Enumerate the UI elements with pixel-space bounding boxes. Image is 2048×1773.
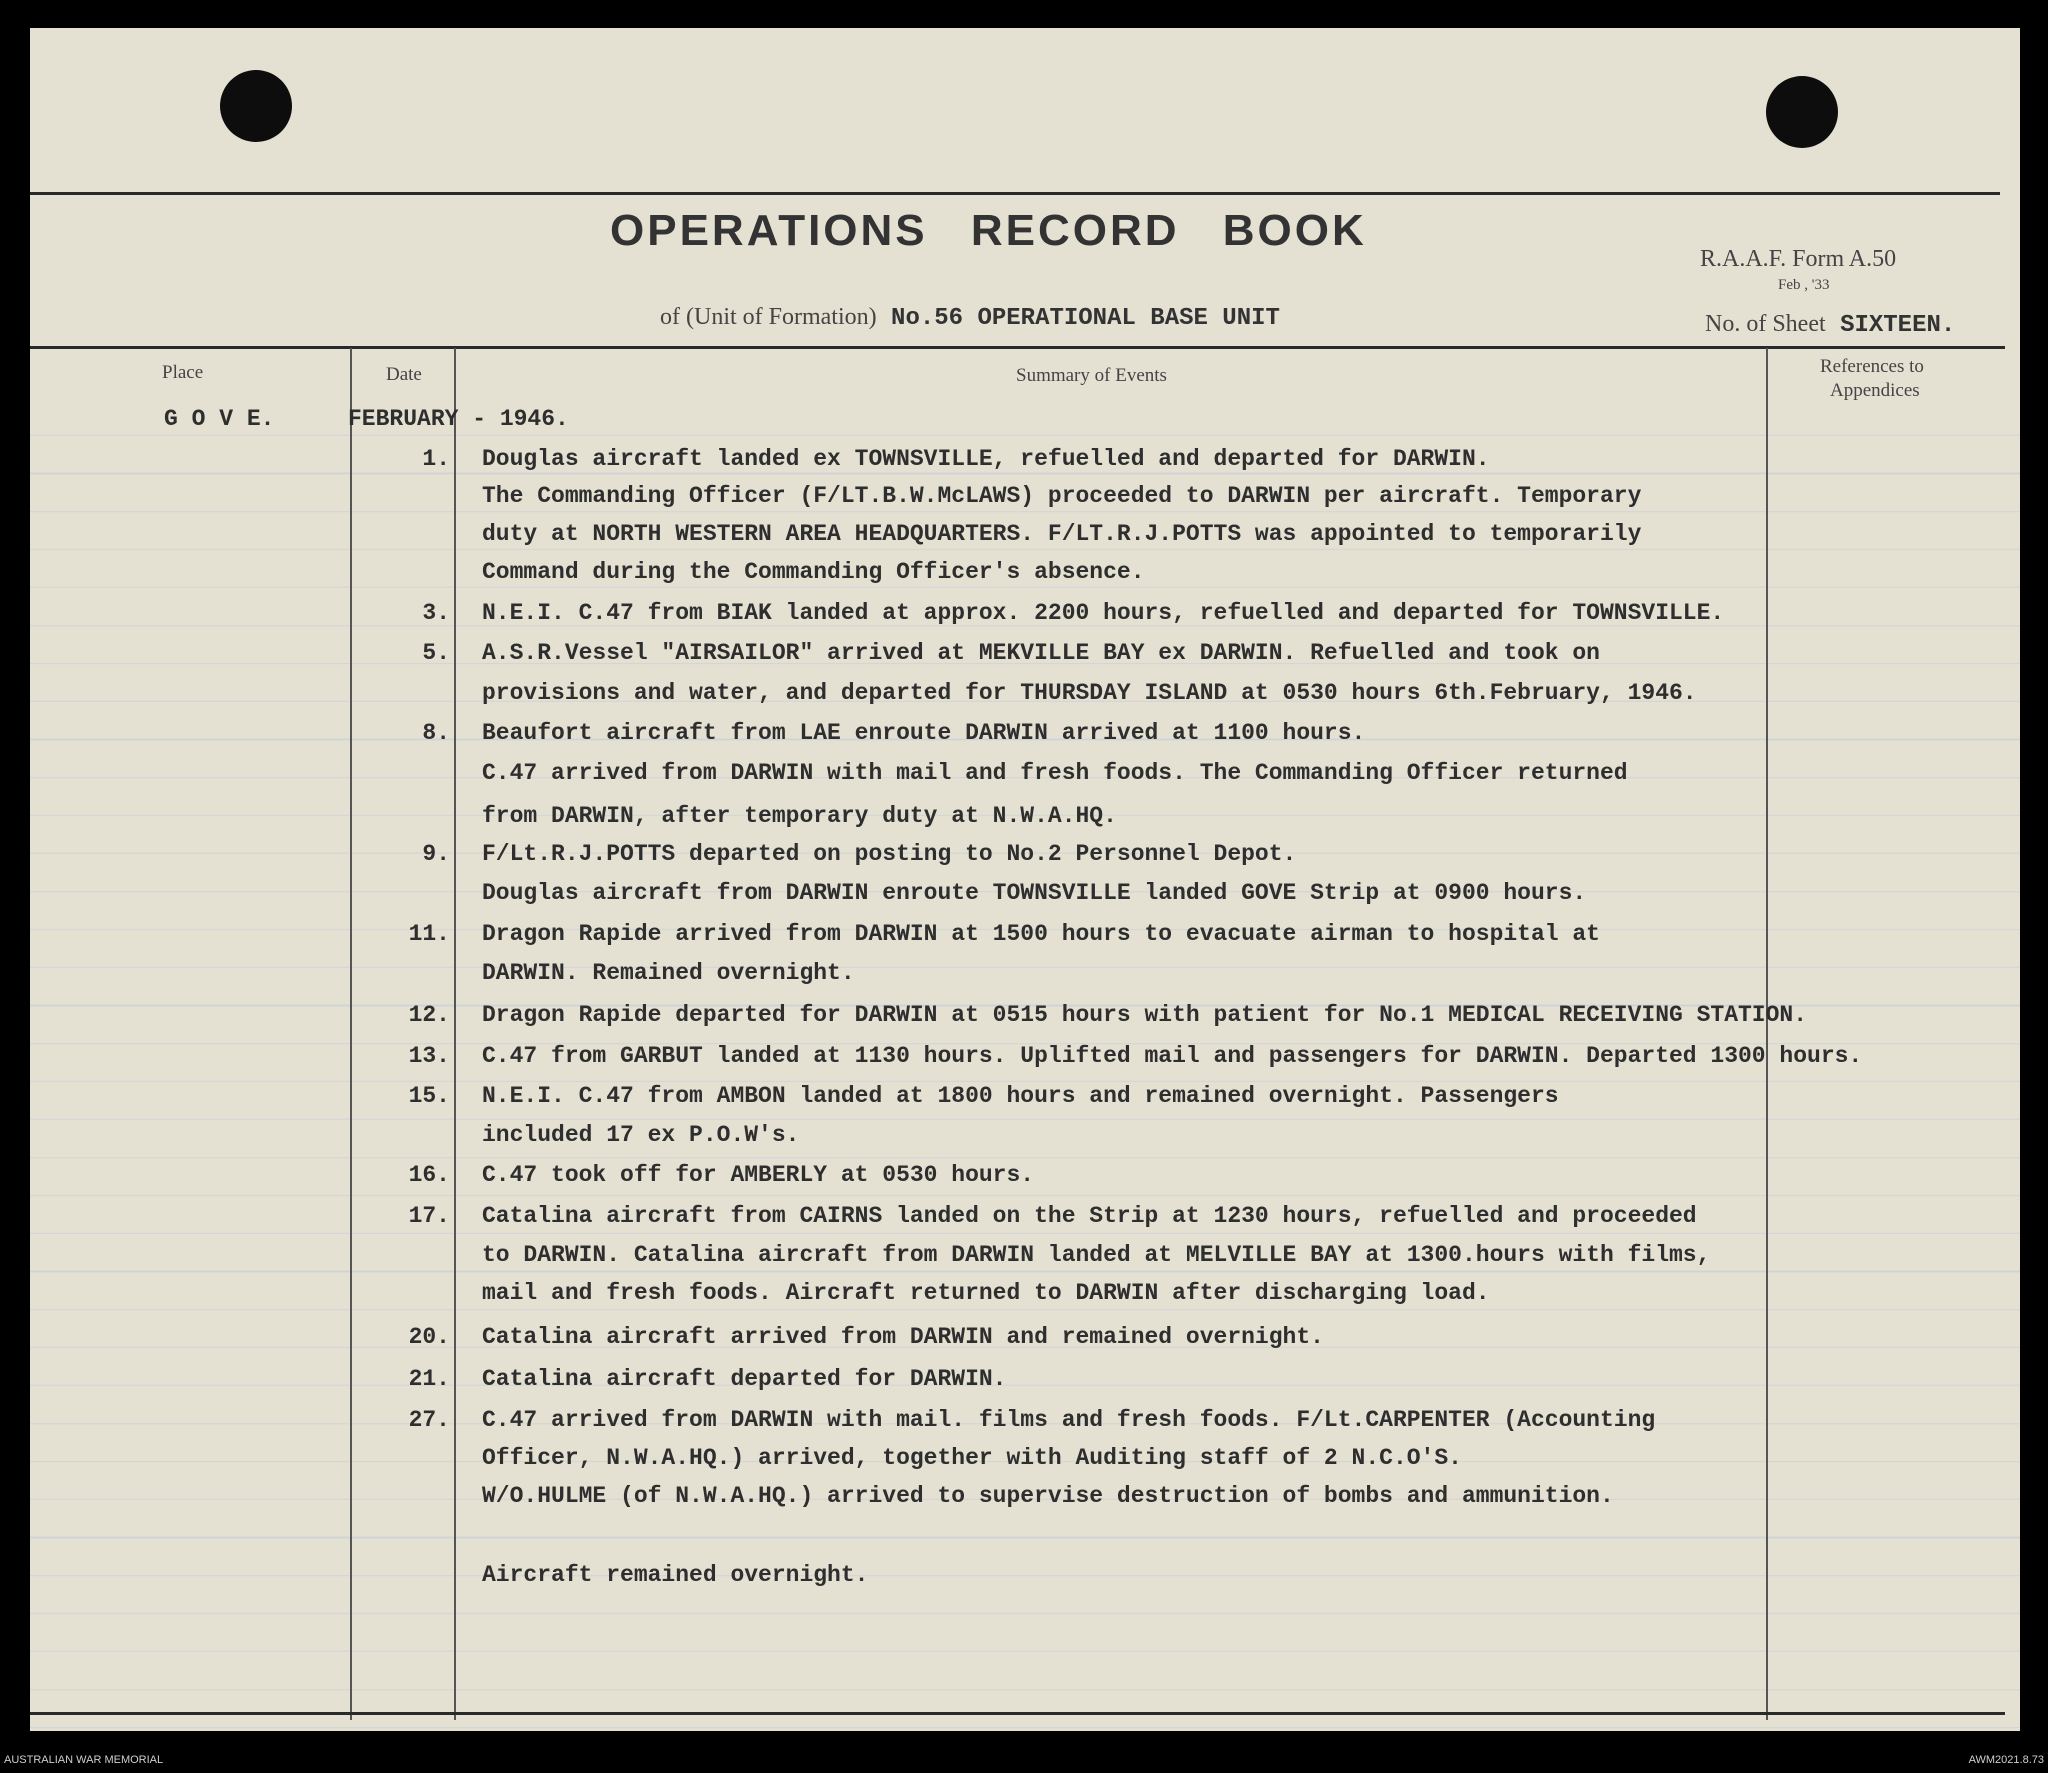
entry-line: Aircraft remained overnight. <box>482 1562 869 1588</box>
entry-line: F/Lt.R.J.POTTS departed on posting to No.2 Personnel Depot. <box>482 841 1297 867</box>
form-id: R.A.A.F. Form A.50 <box>1700 246 1897 272</box>
entry-line: N.E.I. C.47 from AMBON landed at 1800 hours and remained overnight. Passengers <box>482 1083 1559 1109</box>
unit-label: of (Unit of Formation) <box>660 304 877 330</box>
entry-line: N.E.I. C.47 from BIAK landed at approx. 2200 hours, refuelled and departed for TOWNSVILLE. <box>482 600 1725 626</box>
document-page <box>30 28 2020 1731</box>
entry-line: Catalina aircraft departed for DARWIN. <box>482 1366 1007 1392</box>
entry-day: 15. <box>408 1083 450 1109</box>
sheet-label: No. of Sheet <box>1705 311 1826 337</box>
bottom-rule <box>30 1712 2005 1715</box>
summary-references-divider <box>1766 348 1768 1720</box>
entry-line: Catalina aircraft arrived from DARWIN and remained overnight. <box>482 1324 1324 1350</box>
place-value: G O V E. <box>164 406 275 432</box>
month-heading: FEBRUARY - 1946. <box>348 406 569 432</box>
entry-day: 21. <box>408 1366 450 1392</box>
place-date-divider <box>350 348 352 1720</box>
date-summary-divider <box>454 348 456 1720</box>
page-title: OPERATIONS RECORD BOOK <box>610 206 1367 255</box>
column-header-place: Place <box>162 362 204 383</box>
entry-day: 16. <box>408 1162 450 1188</box>
punch-hole-right <box>1766 76 1838 148</box>
entry-day: 3. <box>422 600 450 626</box>
header-rule <box>30 346 2005 349</box>
sheet-value: SIXTEEN. <box>1840 312 1956 339</box>
sheet-number <box>1705 311 1955 339</box>
entry-day: 11. <box>408 921 450 947</box>
entry-line: Douglas aircraft from DARWIN enroute TOWNSVILLE landed GOVE Strip at 0900 hours. <box>482 880 1587 906</box>
column-header-references-line2: Appendices <box>1830 380 1920 401</box>
entry-line: duty at NORTH WESTERN AREA HEADQUARTERS. F/LT.R.J.POTTS was appointed to temporarily <box>482 521 1642 547</box>
punch-hole-left <box>220 70 292 142</box>
entry-line: Dragon Rapide departed for DARWIN at 0515 hours with patient for No.1 MEDICAL RECEIVING STATION. <box>482 1002 1808 1028</box>
entry-line: Douglas aircraft landed ex TOWNSVILLE, refuelled and departed for DARWIN. <box>482 446 1490 472</box>
footer-accession: AWM2021.8.73 <box>1968 1754 2044 1766</box>
entry-line: Officer, N.W.A.HQ.) arrived, together with Auditing staff of 2 N.C.O'S. <box>482 1445 1462 1471</box>
entry-line: Command during the Commanding Officer's absence. <box>482 559 1145 585</box>
form-date: Feb , '33 <box>1778 277 1830 293</box>
entry-day: 17. <box>408 1203 450 1229</box>
entry-day: 27. <box>408 1407 450 1433</box>
entry-line: The Commanding Officer (F/LT.B.W.McLAWS) proceeded to DARWIN per aircraft. Temporary <box>482 483 1642 509</box>
top-rule <box>30 192 2000 195</box>
entry-line: DARWIN. Remained overnight. <box>482 960 855 986</box>
entry-line: C.47 from GARBUT landed at 1130 hours. Uplifted mail and passengers for DARWIN. Departed 1300 hours. <box>482 1043 1863 1069</box>
entry-day: 20. <box>408 1324 450 1350</box>
column-header-references-line1: References to <box>1820 356 1924 377</box>
entry-line: provisions and water, and departed for THURSDAY ISLAND at 0530 hours 6th.February, 1946. <box>482 680 1697 706</box>
entry-line: from DARWIN, after temporary duty at N.W.A.HQ. <box>482 803 1117 829</box>
entry-line: to DARWIN. Catalina aircraft from DARWIN landed at MELVILLE BAY at 1300.hours with films, <box>482 1242 1711 1268</box>
entry-line: C.47 took off for AMBERLY at 0530 hours. <box>482 1162 1035 1188</box>
unit-line <box>660 304 1280 332</box>
entry-line: Catalina aircraft from CAIRNS landed on the Strip at 1230 hours, refuelled and proceeded <box>482 1203 1697 1229</box>
entry-line: C.47 arrived from DARWIN with mail and fresh foods. The Commanding Officer returned <box>482 760 1628 786</box>
entry-line: included 17 ex P.O.W's. <box>482 1122 800 1148</box>
entry-day: 8. <box>422 720 450 746</box>
entry-line: Dragon Rapide arrived from DARWIN at 1500 hours to evacuate airman to hospital at <box>482 921 1600 947</box>
column-header-summary: Summary of Events <box>1016 365 1167 386</box>
entry-line: Beaufort aircraft from LAE enroute DARWIN arrived at 1100 hours. <box>482 720 1366 746</box>
entry-line: W/O.HULME (of N.W.A.HQ.) arrived to supervise destruction of bombs and ammunition. <box>482 1483 1614 1509</box>
entry-line: A.S.R.Vessel "AIRSAILOR" arrived at MEKVILLE BAY ex DARWIN. Refuelled and took on <box>482 640 1600 666</box>
entry-day: 13. <box>408 1043 450 1069</box>
entry-day: 5. <box>422 640 450 666</box>
entry-day: 12. <box>408 1002 450 1028</box>
entry-line: mail and fresh foods. Aircraft returned to DARWIN after discharging load. <box>482 1280 1490 1306</box>
column-header-date: Date <box>386 364 422 385</box>
entry-line: C.47 arrived from DARWIN with mail. films and fresh foods. F/Lt.CARPENTER (Accounting <box>482 1407 1656 1433</box>
entry-day: 1. <box>422 446 450 472</box>
entry-day: 9. <box>422 841 450 867</box>
unit-value: No.56 OPERATIONAL BASE UNIT <box>891 305 1280 332</box>
footer-credit: AUSTRALIAN WAR MEMORIAL <box>4 1754 164 1766</box>
